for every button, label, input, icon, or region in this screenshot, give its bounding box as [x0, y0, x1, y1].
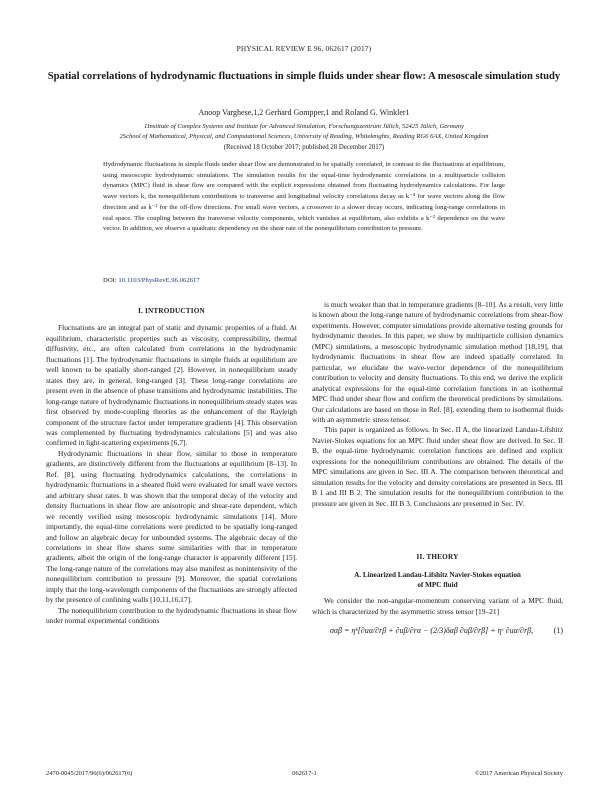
subsection-heading — [312, 570, 563, 591]
intro-paragraph-2: Hydrodynamic fluctuations in shear flow, similar to those in temperature gradients, are distinctively different from the fluctuations at equilibrium [8–13]. In Ref. [8], using fluctuating hydrodynamics calculations, the correlations in hydrodynamic fluctuations in a sheared fluid were evaluated for small wave vectors and arbitrary shear rates. It was shown that the temporal decay of the velocity and density fluctuations in shear flow are anisotropic and shear-rate dependent, which we recently verified using mesoscopic hydrodynamic simulations [14]. More importantly, the equal-time correlations were predicted to be spatially long-ranged and follow an algebraic decay for unbounded systems. The algebraic decay of the correlations in shear flow shares some similarities with that in temperature gradients, albeit the origin of the long-range character is apparently different [15]. The long-range nature of the correlations may also manifest as nonintensivity of the nonequilibrium contribution to pressure [9]. Moreover, the spatial correlations imply that the long-wavelength components of the fluctuations are strongly affected by the presence of confining walls [10,11,16,17]. — [46, 448, 297, 605]
paper-title: Spatial correlations of hydrodynamic fluctuations in simple fluids under shear flow: A mesoscale simulation study — [47, 71, 561, 82]
subsection-heading-line-1: A. Linearized Landau-Lifshitz Navier-Stokes equation — [354, 570, 521, 579]
theory-paragraph: We consider the non-angular-momentum conserving variant of a MPC fluid, which is characterized by the asymmetric stress tensor [19–21] — [312, 596, 563, 616]
section-heading-theory: II. THEORY — [416, 553, 459, 562]
footer-issn: 2470-0045/2017/96(6)/062617(6) — [46, 770, 133, 777]
intro-paragraph-1: Fluctuations are an integral part of static and dynamic properties of a fluid. At equilibrium, characteristic properties such as viscosity, compressibility, thermal diffusivity, etc., are often calculated from correlations in the hydrodynamic fluctuations [1]. The hydrodynamic fluctuations in simple fluids at equilibrium are well known to be spatially short-ranged [2]. However, in nonequilibrium steady states they are, in general, long-ranged [3]. These long-range correlations are present even in the absence of phase transitions and hydrodynamic instabilities. The long-range nature of hydrodynamic fluctuations in nonequilibrium steady states was first observed by mode-coupling theories as the enhancement of the Rayleigh component of the structure factor under temperature gradients [4]. This observation was complemented by fluctuating hydrodynamics calculations [5] and was also confirmed in light-scattering experiments [6,7]. — [46, 323, 297, 448]
subsection-heading-line-2: of MPC fluid — [417, 580, 458, 589]
intro-paragraph-5: This paper is organized as follows. In Sec. II A, the linearized Landau-Lifshitz Navier-Stokes equations for an MPC fluid under shear flow are derived. In Sec. II B, the equal-time hydrodynamic correlation functions are defined and explicit expressions for the nonequilibrium contributions are obtained. The details of the MPC simulations are given in Sec. III A. The comparison between theoretical and simulation results for the velocity and density correlations are presented in Secs. III B 1 and III B 2. The simulation results for the nonequilibrium contribution to the pressure are given in Sec. III B 3. Conclusions are presented in Sec. IV. — [312, 425, 563, 508]
intro-paragraph-4: is much weaker than that in temperature gradients [8–10]. As a result, very little is known about the long-range nature of hydrodynamic correlations from shear-flow experiments. However, computer simulations provide alternative testing grounds for hydrodynamic theories. In this paper, we show by multiparticle collision dynamics (MPC) simulations, a mesoscopic hydrodynamic simulation method [18,19], that hydrodynamic fluctuations in shear flow are indeed spatially correlated. In particular, we elucidate the wave-vector dependence of the nonequilibrium contribution to velocity and density fluctuations. To this end, we derive the explicit analytical expressions for the equal-time correlation functions in an isothermal MPC fluid under shear flow and confirm the theoretical predictions by simulations. Our calculations are based on those in Ref. [8], extending them to isothermal fluids with an asymmetric stress tensor. — [312, 300, 563, 424]
abstract: Hydrodynamic fluctuations in simple fluids under shear flow are demonstrated to be spatially correlated, in contrast to the fluctuations at equilibrium, using mesoscopic hydrodynamic simulations. The simulation results for the equal-time hydrodynamic correlations in a multiparticle collision dynamics (MPC) fluid in shear flow are compared with the explicit expressions obtained from fluctuating hydrodynamics calculations. For large wave vectors k, the nonequilibrium contributions to transverse and longitudinal velocity correlations decay as k⁻⁴ for wave vectors along the flow direction and as k⁻² for the off-flow directions. For small wave vectors, a crossover to a slower decay occurs, indicating long-range correlations in real space. The coupling between the transverse velocity components, which vanishes at equilibrium, also exhibits a k⁻² dependence on the wave vector. In addition, we observe a quadratic dependency on the shear rate of the nonequilibrium contribution to pressure. — [103, 161, 505, 233]
intro-paragraph-3: The nonequilibrium contribution to the hydrodynamic fluctuations in shear flow under normal experimental conditions — [46, 605, 297, 626]
section-heading-introduction: I. INTRODUCTION — [138, 307, 205, 315]
footer-page-number: 062617-1 — [292, 770, 317, 777]
doi-label: DOI: — [103, 277, 119, 284]
doi-line — [103, 277, 200, 284]
equation-1-body: σαβ = ηᵏ[∂uα/∂rβ + ∂uβ/∂rα − (2/3)δαβ ∂uβ/∂rβ] + ηᶜ ∂uα/∂rβ, — [329, 626, 534, 636]
journal-header: PHYSICAL REVIEW E 96, 062617 (2017) — [236, 44, 372, 53]
author-list: Anoop Varghese,1,2 Gerhard Gompper,1 and Roland G. Winkler1 — [198, 108, 410, 117]
footer-copyright: ©2017 American Physical Society — [474, 770, 563, 777]
doi-link[interactable]: 10.1103/PhysRevE.96.062617 — [118, 277, 200, 284]
affiliation-2: 2School of Mathematical, Physical, and Computational Sciences, University of Reading, Whiteknights, Reading RG6 6AX, United Kingdom — [119, 133, 489, 140]
left-column — [46, 300, 297, 627]
equation-1 — [312, 623, 563, 647]
affiliation-1: 1Institute of Complex Systems and Institute for Advanced Simulation, Forschungszentrum Jülich, 52425 Jülich, Germany — [144, 123, 464, 130]
right-column — [312, 300, 563, 647]
received-published-dates: (Received 18 October 2017; published 28 December 2017) — [223, 144, 385, 151]
equation-1-number: (1) — [553, 626, 563, 636]
